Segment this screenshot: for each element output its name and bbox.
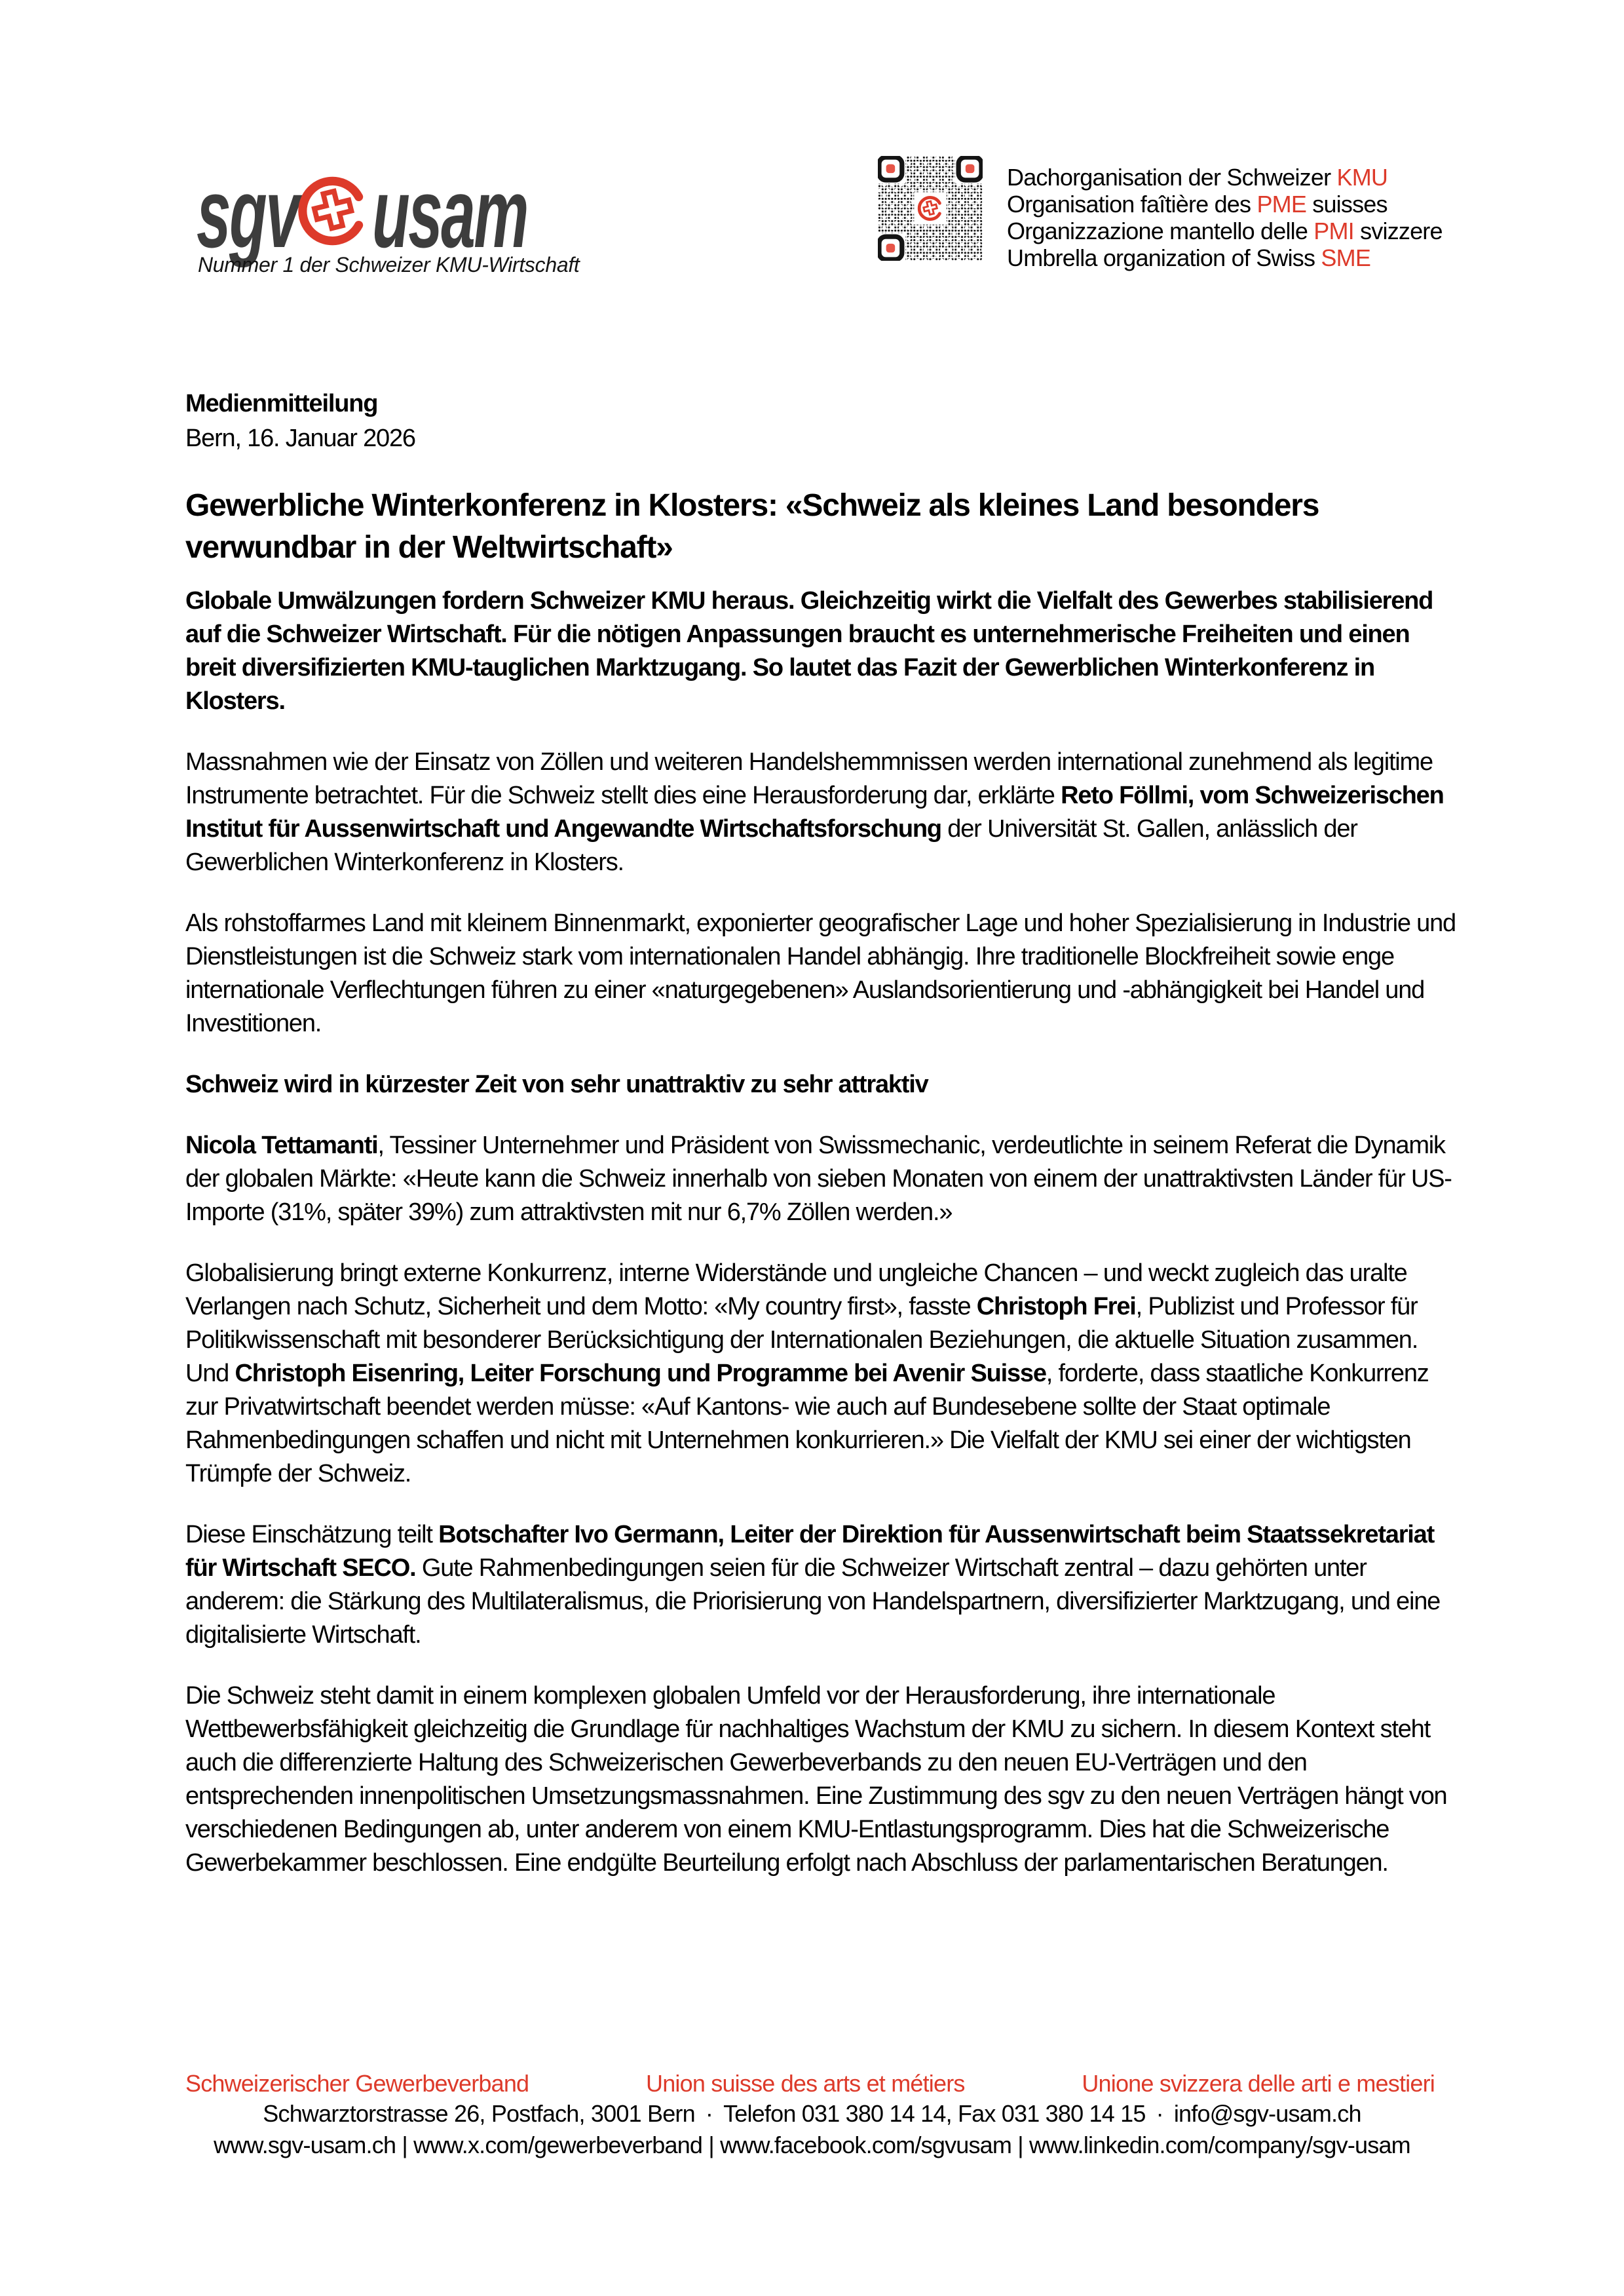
org-line-italian: Organizzazione mantello delle PMI svizzere (1007, 218, 1443, 244)
doc-type-label: Medienmitteilung (185, 390, 378, 417)
paragraph-1: Massnahmen wie der Einsatz von Zöllen und weiteren Handelshemmnissen werden international zunehmend als legitime Instrumente betrachtet. Für die Schweiz stellt dies eine Herausforderung dar, erklärte Reto Föllmi, vom Schweizerischen Institut für Aussenwirtschaft und Angewandte Wirtschaftsforschung der Universität St. Gallen, anlässlich der Gewerblichen Winterkonferenz in Klosters. (185, 748, 1444, 876)
footer-org-french: Union suisse des arts et métiers (646, 2070, 965, 2097)
footer-email-link[interactable]: info@sgv-usam.ch (1173, 2100, 1361, 2127)
qr-code-icon (878, 156, 983, 261)
paragraph-6: Die Schweiz steht damit in einem komplexen globalen Umfeld vor der Herausforderung, ihre internationale Wettbewerbsfähigkeit gleichzeitig die Grundlage für nachhaltiges Wachstum der KMU zu sichern. In diesem Kontext steht auch die differenzierte Haltung des Schweizerischen Gewerbeverbands zu den neuen EU-Verträgen und den entsprechenden innenpolitischen Umsetzungsmassnahmen. Eine Zustimmung des sgv zu den neuen Verträgen hängt von verschiedenen Bedingungen ab, unter anderem von einem KMU-Entlastungsprogramm. Dies hat die Schweizerische Gewerbekammer beschlossen. Eine endgülte Beurteilung erfolgt nach Abschluss der parlamentarischen Beratungen. (185, 1682, 1447, 1877)
footer-org-german: Schweizerischer Gewerbeverband (185, 2070, 529, 2097)
separator-dot: · (705, 2100, 713, 2127)
separator-dot: · (1156, 2100, 1163, 2127)
paragraph-2: Als rohstoffarmes Land mit kleinem Binnenmarkt, exponierter geografischer Lage und hoher Spezialisierung in Industrie und Dienstleistungen ist die Schweiz stark vom internationalen Handel abhängig. Ihre traditionelle Blockfreiheit sowie enge internationale Verflechtungen führen zu einer «naturgegebenen» Auslandsorientierung und -abhängigkeit bei Handel und Investitionen. (185, 909, 1456, 1037)
org-line-german: Dachorganisation der Schweizer KMU (1007, 164, 1388, 191)
article-body (185, 387, 1463, 1907)
paragraph-5: Diese Einschätzung teilt Botschafter Ivo Germann, Leiter der Direktion für Aussenwirtschaft beim Staatssekretariat für Wirtschaft SECO. Gute Rahmenbedingungen seien für die Schweizer Wirtschaft zentral – dazu gehörten unter anderem: die Stärkung des Multilateralismus, die Priorisierung von Handelspartnern, diversifizierter Marktzugang, und eine digitalisierte Wirtschaft. (185, 1521, 1441, 1649)
footer-phone: Telefon 031 380 14 14, Fax 031 380 14 15 (723, 2100, 1146, 2127)
paragraph-4: Globalisierung bringt externe Konkurrenz, interne Widerstände und ungleiche Chancen – und weckt zugleich das uralte Verlangen nach Schutz, Sicherheit und dem Motto: «My country first», fasste Christoph Frei, Publizist und Professor für Politikwissenschaft mit besonderer Berücksichtigung der Internationalen Beziehungen, die aktuelle Situation zusammen. Und Christoph Eisenring, Leiter Forschung und Programme bei Avenir Suisse, forderte, dass staatliche Konkurrenz zur Privatwirtschaft beendet werden müsse: «Auf Kantons- wie auch auf Bundesebene sollte der Staat optimale Rahmenbedingungen schaffen und nicht mit Unternehmen konkurrieren.» Die Vielfalt der KMU sei einer der wichtigsten Trümpfe der Schweiz. (185, 1259, 1429, 1487)
footer-contact-line (0, 2099, 1624, 2128)
section-heading: Schweiz wird in kürzester Zeit von sehr unattraktiv zu sehr attraktiv (185, 1071, 928, 1098)
lead-paragraph: Globale Umwälzungen fordern Schweizer KMU heraus. Gleichzeitig wirkt die Vielfalt des Gewerbes stabilisierend auf die Schweizer Wirtschaft. Für die nötigen Anpassungen braucht es unternehmerische Freiheiten und einen breit diversifizierten KMU-tauglichen Marktzugang. So lautet das Fazit der Gewerblichen Winterkonferenz in Klosters. (185, 587, 1433, 715)
dateline: Bern, 16. Januar 2026 (185, 425, 415, 452)
footer-web-links[interactable]: www.sgv-usam.ch | www.x.com/gewerbeverband | www.facebook.com/sgvusam | www.linkedin.com/company/sgv-usam (214, 2132, 1410, 2158)
footer-org-italian: Unione svizzera delle arti e mestieri (1082, 2070, 1435, 2097)
org-description-block (1007, 164, 1443, 271)
logo-tagline: Nummer 1 der Schweizer KMU-Wirtschaft (198, 253, 580, 277)
article-title: Gewerbliche Winterkonferenz in Klosters: «Schweiz als kleines Land besonders verwundbar in der Weltwirtschaft» (185, 488, 1319, 565)
sgv-at-cross-icon (293, 172, 372, 250)
footer-address: Schwarztorstrasse 26, Postfach, 3001 Bern (263, 2100, 695, 2127)
logo-text-sgv: sgv (197, 158, 299, 268)
paragraph-3: Nicola Tettamanti, Tessiner Unternehmer und Präsident von Swissmechanic, verdeutlichte in seinem Referat die Dynamik der globalen Märkte: «Heute kann die Schweiz innerhalb von sieben Monaten von einem der unattraktivsten Länder für US-Importe (31%, später 39%) zum attraktivsten mit nur 6,7% Zöllen werden.» (185, 1132, 1452, 1226)
footer-org-names (185, 2069, 1435, 2097)
org-line-french: Organisation faîtière des PME suisses (1007, 191, 1388, 218)
org-line-english: Umbrella organization of Swiss SME (1007, 244, 1371, 271)
logo-text-usam: usam (372, 158, 527, 268)
document-meta (185, 387, 1463, 456)
